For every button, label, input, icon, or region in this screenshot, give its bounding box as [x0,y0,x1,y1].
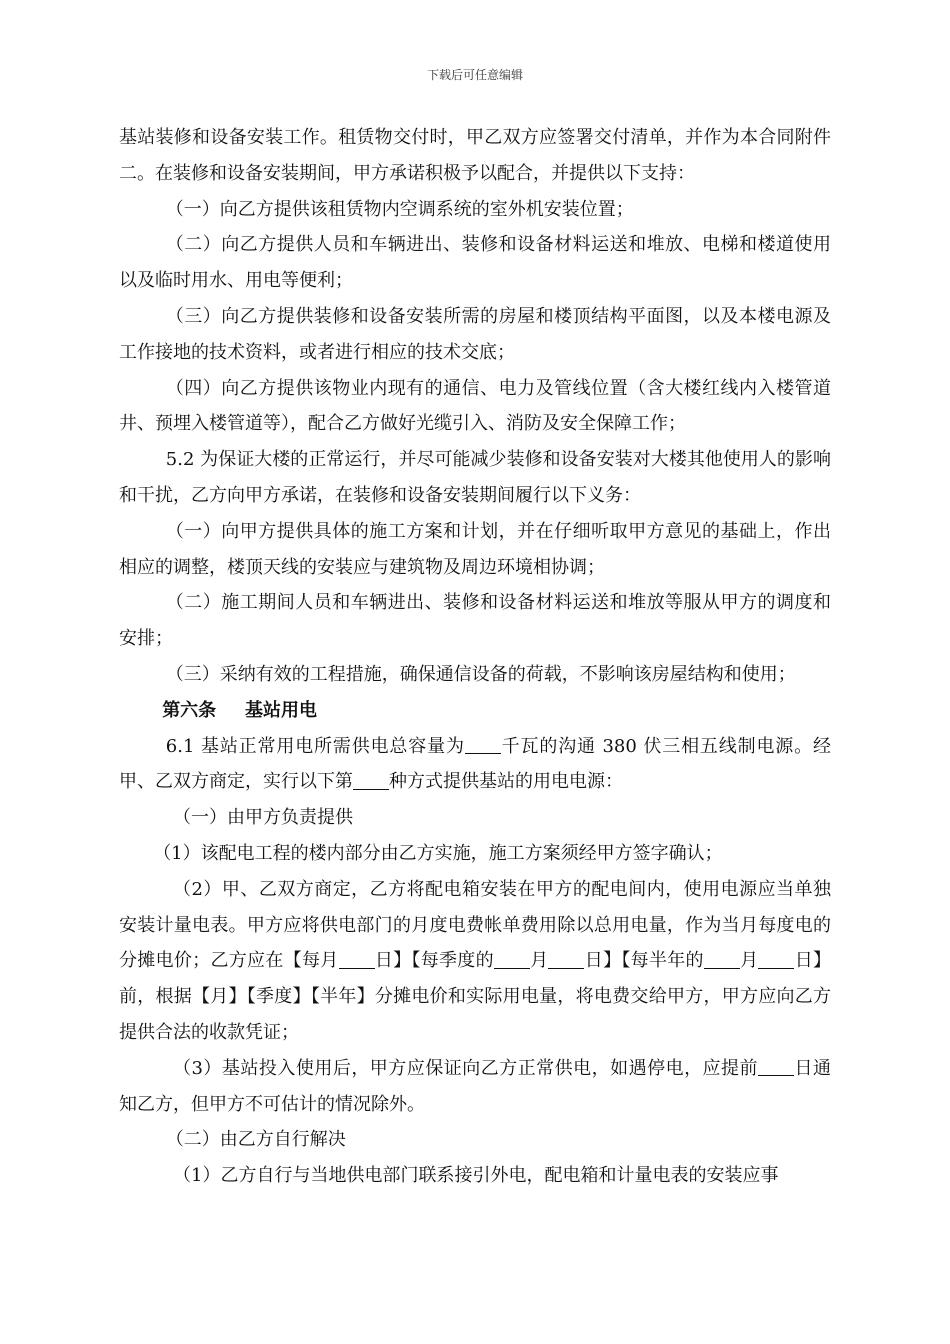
article-number: 第六条 [162,699,217,721]
text-segment: 日】前，根据【月】【季度】【半年】分摊电价和实际用电量，将电费交给甲方，甲方应向乙方提供合法的收款凭证； [119,950,832,1043]
document-body [119,120,831,1194]
page-header-note: 下载后可任意编辑 [426,68,523,82]
paragraph [119,872,831,1051]
article-heading [119,693,831,729]
paragraph [119,729,831,801]
text-segment: 月 [529,950,549,972]
fill-in-blank [758,1057,794,1076]
paragraph: 基站装修和设备安装工作。租赁物交付时，甲乙双方应签署交付清单，并作为本合同附件二。在装修和设备安装期间，甲方承诺积极予以配合，并提供以下支持： [119,127,831,184]
fill-in-blank [758,950,794,969]
article-title: 基站用电 [244,699,317,721]
paragraph: （二）施工期间人员和车辆进出、装修和设备材料运送和堆放等服从甲方的调度和安排； [119,592,831,650]
text-segment: 千瓦的沟通 380 伏三相五线制电源。经甲、乙双方商定，实行以下第 [119,735,831,793]
text-segment: 日通知乙方，但甲方不可估计的情况除外。 [119,1057,832,1115]
paragraph: （一）向乙方提供该租赁物内空调系统的室外机安装位置； [165,198,634,220]
paragraph: （二）由乙方自行解决 [165,1129,346,1151]
text-segment: 月 [739,950,759,972]
text-segment: 种方式提供基站的用电电源： [389,771,623,793]
fill-in-blank [353,771,389,790]
fill-in-blank [494,950,530,969]
paragraph: 5.2 为保证大楼的正常运行，并尽可能减少装修和设备安装对大楼其他使用人的影响和干扰，乙方向甲方承诺，在装修和设备安装期间履行以下义务： [119,449,831,506]
text-segment: （3）基站投入使用后，甲方应保证向乙方正常供电，如遇停电，应提前 [173,1057,759,1079]
text-segment: 6.1 基站正常用电所需供电总容量为 [165,735,465,757]
paragraph: （1）该配电工程的楼内部分由乙方实施，施工方案须经甲方签字确认； [153,842,723,864]
paragraph: （二）向乙方提供人员和车辆进出、装修和设备材料运送和堆放、电梯和楼道使用以及临时用水、用电等便利； [119,234,831,292]
paragraph [119,1051,831,1123]
text-segment: （2）甲、乙双方商定，乙方将配电箱安装在甲方的配电间内，使用电源应当单独安装计量电表。甲方应将供电部门的月度电费帐单费用除以总用电量，作为当月每度电的分摊电价；乙方应在【每月 [119,878,831,972]
fill-in-blank [548,950,584,969]
paragraph: （四）向乙方提供该物业内现有的通信、电力及管线位置（含大楼红线内入楼管道井、预埋入楼管道等），配合乙方做好光缆引入、消防及安全保障工作； [119,377,831,435]
fill-in-blank [339,950,375,969]
paragraph: （三）采纳有效的工程措施，确保通信设备的荷载，不影响该房屋结构和使用； [165,663,796,685]
fill-in-blank [465,735,501,754]
paragraph: （一）向甲方提供具体的施工方案和计划，并在仔细听取甲方意见的基础上，作出相应的调整，楼顶天线的安装应与建筑物及周边环境相协调； [119,520,831,578]
paragraph: （1）乙方自行与当地供电部门联系接引外电，配电箱和计量电表的安装应事 [173,1165,779,1187]
fill-in-blank [704,950,740,969]
text-segment: 日】【每季度的 [374,950,494,972]
paragraph: （一）由甲方负责提供 [173,807,353,829]
paragraph: （三）向乙方提供装修和设备安装所需的房屋和楼顶结构平面图，以及本楼电源及工作接地的技术资料，或者进行相应的技术交底； [119,305,831,363]
text-segment: 日】【每半年的 [584,950,704,972]
